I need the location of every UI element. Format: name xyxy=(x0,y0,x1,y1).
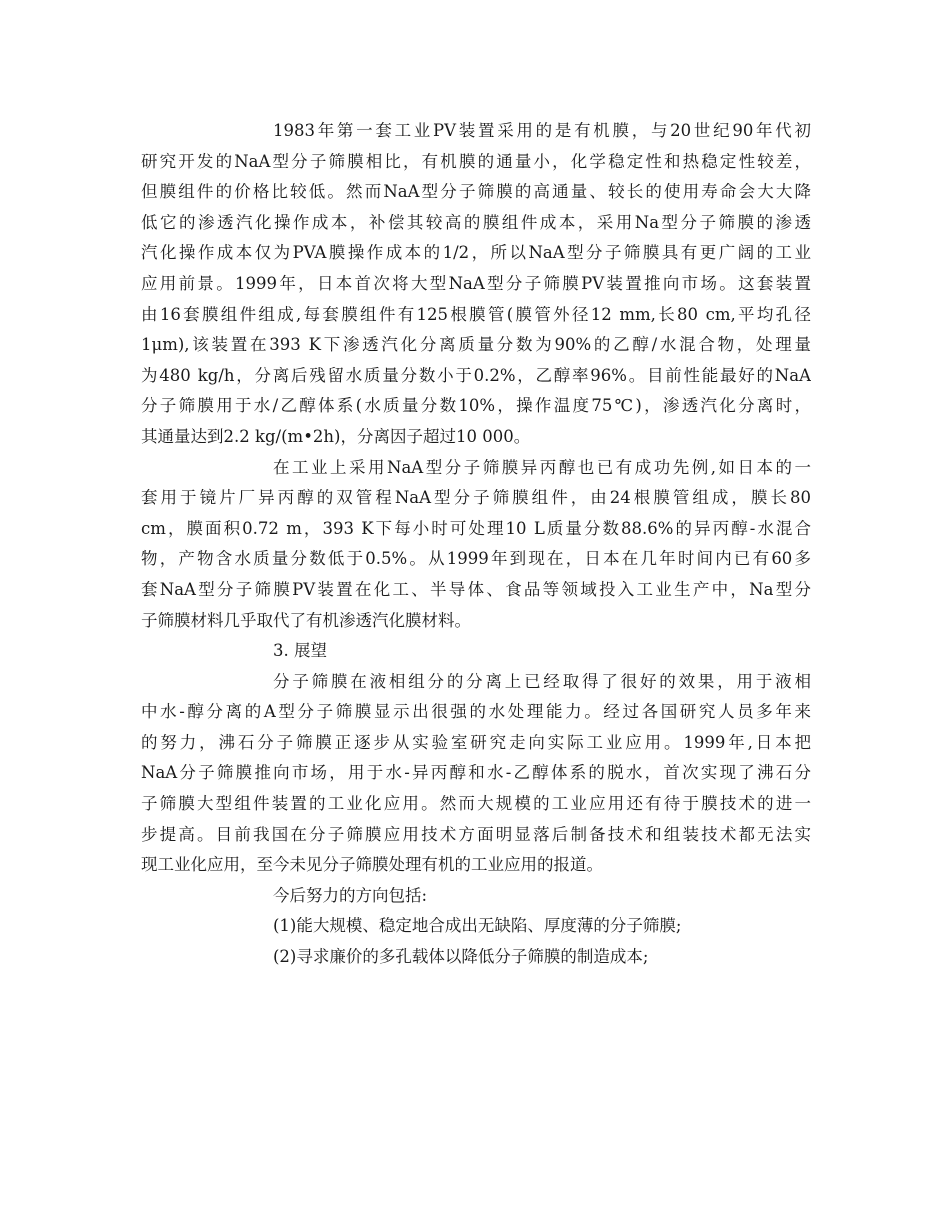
paragraph xyxy=(141,116,811,453)
text-line: 由16套膜组件组成,每套膜组件有125根膜管(膜管外径12 mm,长80 cm,平均孔径 xyxy=(141,304,811,324)
list-item xyxy=(141,911,811,942)
text-line: 分子筛膜在液相组分的分离上已经取得了很好的效果，用于液相 xyxy=(273,671,811,691)
text-line: 现工业化应用，至今未见分子筛膜处理有机的工业应用的报道。 xyxy=(141,855,603,875)
text-line: 低它的渗透汽化操作成本，补偿其较高的膜组件成本，采用Na型分子筛膜的渗透 xyxy=(141,212,811,232)
text-line: 物，产物含水质量分数低于0.5%。从1999年到现在，日本在几年时间内已有60多 xyxy=(141,549,811,569)
text-line: 其通量达到2.2 kg/(m•2h)，分离因子超过10 000。 xyxy=(141,426,531,446)
text-line: 为480 kg/h，分离后残留水质量分数小于0.2%，乙醇率96%。目前性能最好的NaA xyxy=(141,365,811,385)
paragraph xyxy=(141,453,811,637)
text-line: 应用前景。1999年，日本首次将大型NaA型分子筛膜PV装置推向市场。这套装置 xyxy=(141,273,811,293)
text-line: 研究开发的NaA型分子筛膜相比，有机膜的通量小，化学稳定性和热稳定性较差， xyxy=(141,151,811,171)
list-item xyxy=(141,942,811,973)
text-line: 步提高。目前我国在分子筛膜应用技术方面明显落后制备技术和组装技术都无法实 xyxy=(141,824,811,844)
text-line: 1983年第一套工业PV装置采用的是有机膜，与20世纪90年代初 xyxy=(273,121,811,140)
list-item-text: (1)能大规模、稳定地合成出无缺陷、厚度薄的分子筛膜; xyxy=(273,916,682,936)
text-line: 在工业上采用NaA型分子筛膜异丙醇也已有成功先例,如日本的一 xyxy=(273,457,811,477)
text-line: 子筛膜材料几乎取代了有机渗透汽化膜材料。 xyxy=(141,610,471,630)
text-line: 套用于镜片厂异丙醇的双管程NaA型分子筛膜组件，由24根膜管组成，膜长80 xyxy=(141,488,811,508)
text-line: 汽化操作成本仅为PVA膜操作成本的1/2，所以NaA型分子筛膜具有更广阔的工业 xyxy=(141,243,811,263)
text-line: cm，膜面积0.72 m，393 K下每小时可处理10 L质量分数88.6%的异丙醇-水混合 xyxy=(141,518,811,538)
paragraph xyxy=(141,667,811,881)
section-heading xyxy=(141,636,811,667)
paragraph xyxy=(141,881,811,912)
text-line: 分子筛膜用于水/乙醇体系(水质量分数10%，操作温度75℃)，渗透汽化分离时， xyxy=(141,396,811,416)
text-line: 套NaA型分子筛膜PV装置在化工、半导体、食品等领域投入工业生产中，Na型分 xyxy=(141,579,811,599)
text-line: NaA分子筛膜推向市场，用于水-异丙醇和水-乙醇体系的脱水，首次实现了沸石分 xyxy=(141,763,811,783)
text-line: 但膜组件的价格比较低。然而NaA型分子筛膜的高通量、较长的使用寿命会大大降 xyxy=(141,182,811,202)
section-heading-text: 3. 展望 xyxy=(273,641,327,661)
text-line: 今后努力的方向包括: xyxy=(273,885,428,905)
text-line: 中水-醇分离的A型分子筛膜显示出很强的水处理能力。经过各国研究人员多年来 xyxy=(141,702,811,722)
text-line: 的努力，沸石分子筛膜正逐步从实验室研究走向实际工业应用。1999年,日本把 xyxy=(141,732,811,752)
text-line: 子筛膜大型组件装置的工业化应用。然而大规模的工业应用还有待于膜技术的进一 xyxy=(141,794,811,814)
list-item-text: (2)寻求廉价的多孔载体以降低分子筛膜的制造成本; xyxy=(273,947,649,967)
text-line: 1μm),该装置在393 K下渗透汽化分离质量分数为90%的乙醇/水混合物，处理量 xyxy=(141,335,811,355)
body-text xyxy=(141,116,811,973)
